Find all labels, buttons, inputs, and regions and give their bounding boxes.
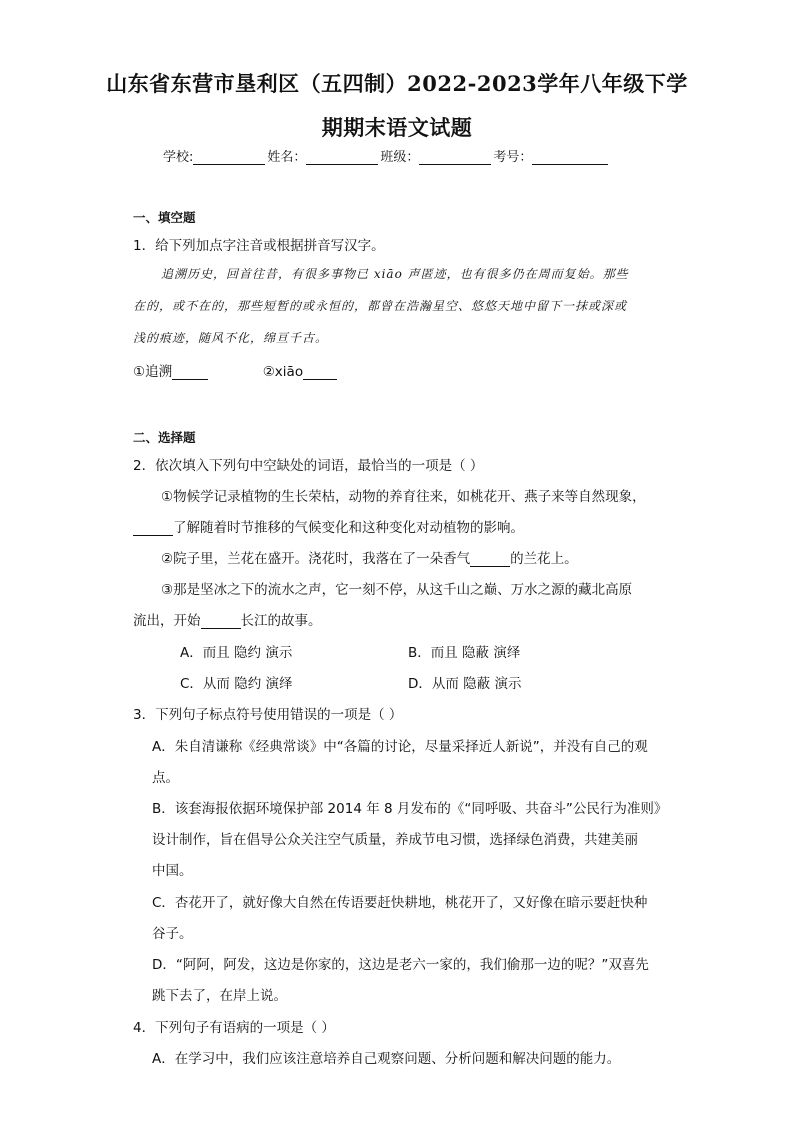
- section-heading-choice: 二、选择题: [133, 430, 196, 445]
- name-blank[interactable]: [306, 150, 378, 165]
- q3-option-a[interactable]: A．朱自清谦称《经典常谈》中“各篇的讨论，尽量采择近人新说”，并没有自己的观: [152, 739, 648, 755]
- passage-line: 在的，或不在的，那些短暂的或永恒的，都曾在浩瀚星空、悠悠天地中留下一抹或深或: [133, 299, 628, 313]
- q2-blank3[interactable]: [201, 614, 241, 629]
- q3-option-b[interactable]: B．该套海报依据环境保护部 2014 年 8 月发布的《“同呼吸、共奋斗”公民行为准则》: [152, 801, 668, 817]
- q4-option-a[interactable]: A．在学习中，我们应该注意培养自己观察问题、分析问题和解决问题的能力。: [152, 1051, 621, 1067]
- q2-blank2[interactable]: [470, 552, 510, 567]
- school-blank[interactable]: [193, 150, 265, 165]
- q3-option-b-cont2: 中国。: [152, 863, 193, 879]
- question-1-stem: 1．给下列加点字注音或根据拼音写汉字。: [133, 238, 385, 254]
- q1-blank1[interactable]: [172, 365, 208, 380]
- student-info-row: [163, 146, 610, 165]
- q2-option-c[interactable]: C．从而 隐约 演绎: [180, 676, 293, 692]
- q2-sentence-1: ①物候学记录植物的生长荣枯，动物的养育往来，如桃花开、燕子来等自然现象，: [161, 489, 646, 505]
- q2-sentence-3-post: 长江的故事。: [240, 613, 322, 629]
- class-blank[interactable]: [419, 150, 491, 165]
- passage-line: 追溯历史，回首往昔，有很多事物已 xiāo 声匿迹，也有很多仍在周而复始。那些: [161, 267, 629, 281]
- q3-option-c-cont: 谷子。: [152, 926, 193, 942]
- question-2-stem: 2．依次填入下列句中空缺处的词语，最恰当的一项是（ ）: [133, 458, 484, 474]
- q2-option-a[interactable]: A．而且 隐约 演示: [180, 645, 293, 661]
- class-label: 班级：: [380, 150, 420, 165]
- q1-answer-row: [133, 360, 337, 380]
- q3-option-d[interactable]: D．“阿阿，阿发，这边是你家的，这边是老六一家的，我们偷那一边的呢？”双喜先: [152, 957, 649, 973]
- q2-sentence-2-post: 的兰花上。: [510, 551, 578, 567]
- q3-option-b-cont: 设计制作，旨在倡导公众关注空气质量，养成节电习惯，选择绿色消费，共建美丽: [152, 832, 638, 848]
- question-4-stem: 4．下列句子有语病的一项是（ ）: [133, 1020, 335, 1036]
- exam-title-line1: 山东省东营市垦利区（五四制）2022-2023学年八年级下学: [106, 71, 688, 96]
- q3-option-d-cont: 跳下去了，在岸上说。: [152, 988, 287, 1004]
- q2-sentence-3: ③那是坚冰之下的流水之声，它一刻不停，从这千山之巅、万水之源的藏北高原: [161, 582, 633, 598]
- q3-option-c[interactable]: C．杏花开了，就好像大自然在传语要赶快耕地，桃花开了，又好像在暗示要赶快种: [152, 895, 648, 911]
- q2-sentence-2: [161, 547, 578, 567]
- q2-option-d[interactable]: D．从而 隐蔽 演示: [408, 676, 522, 692]
- q2-option-b[interactable]: B．而且 隐蔽 演绎: [408, 645, 521, 661]
- q1-blank1-label: ①追溯: [133, 364, 173, 380]
- q2-sentence-1-cont: [133, 516, 524, 536]
- q1-blank2-label: ②xiāo: [262, 364, 304, 380]
- exam-no-blank[interactable]: [532, 150, 608, 165]
- q3-option-a-cont: 点。: [152, 770, 179, 786]
- q2-sentence-3-cont: [133, 609, 322, 629]
- q2-sentence-1-text: 了解随着时节推移的气候变化和这种变化对动植物的影响。: [173, 520, 524, 536]
- exam-title-line2: 期期末语文试题: [321, 115, 473, 140]
- q2-sentence-3-pre: 流出，开始: [133, 613, 201, 629]
- q2-blank1[interactable]: [133, 521, 173, 536]
- question-3-stem: 3．下列句子标点符号使用错误的一项是（ ）: [133, 707, 403, 723]
- q2-sentence-2-pre: ②院子里，兰花在盛开。浇花时，我落在了一朵香气: [161, 551, 471, 567]
- q1-blank2[interactable]: [303, 365, 337, 380]
- name-label: 姓名：: [267, 150, 307, 165]
- exam-no-label: 考号：: [493, 150, 533, 165]
- passage-line: 浅的痕迹，随风不化，绵亘千古。: [133, 331, 329, 345]
- section-heading-fill: 一、填空题: [133, 210, 196, 225]
- school-label: 学校:: [163, 150, 194, 165]
